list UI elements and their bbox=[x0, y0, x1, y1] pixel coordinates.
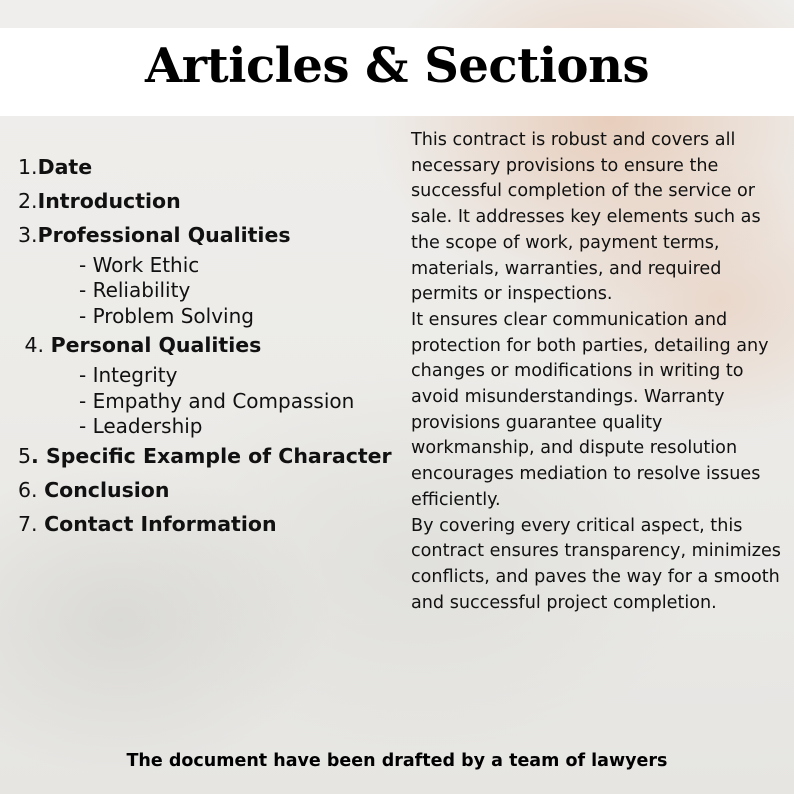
contract-description bbox=[411, 128, 781, 616]
toc-number: 3. bbox=[18, 222, 38, 247]
toc-item-contact-information bbox=[18, 507, 398, 541]
toc-label: Date bbox=[37, 154, 93, 179]
toc-subitem: - Work Ethic bbox=[79, 252, 200, 277]
toc-number: 2. bbox=[18, 188, 38, 213]
description-paragraph: This contract is robust and covers all necessary provisions to ensure the successful completion of the service or sale. It addresses key elements such as the scope of work, payment terms, materials, warranties, and required permits or inspections. bbox=[411, 130, 761, 305]
footer-note: The document have been drafted by a team of lawyers bbox=[126, 751, 668, 771]
description-paragraph: By covering every critical aspect, this contract ensures transparency, minimizes conflicts, and paves the way for a smooth and successful project completion. bbox=[411, 515, 781, 613]
toc-label: Introduction bbox=[37, 188, 181, 213]
toc-subitem: - Empathy and Compassion bbox=[79, 388, 355, 413]
toc-number: 6. bbox=[18, 477, 45, 502]
toc-label: Personal Qualities bbox=[50, 333, 262, 358]
page-title: Articles & Sections bbox=[145, 38, 649, 94]
toc-subitem: - Reliability bbox=[79, 278, 191, 303]
toc-subitem: - Integrity bbox=[79, 363, 178, 388]
toc-number: 7. bbox=[18, 511, 45, 536]
toc-number: 5 bbox=[18, 443, 32, 468]
toc-item-introduction bbox=[18, 184, 398, 218]
toc-item-personal-qualities bbox=[18, 329, 398, 363]
description-paragraph: It ensures clear communication and protection for both parties, detailing any changes or modifications in writing to avoid misunderstandings. Warranty provisions guarantee quality workmanship, and dispute resolution encourages mediation to resolve issues efficiently. bbox=[411, 309, 769, 510]
toc-label: Contact Information bbox=[44, 511, 277, 536]
toc-label: . Specific Example of Character bbox=[31, 443, 392, 468]
toc-item-date bbox=[18, 150, 398, 184]
toc-subitem: - Leadership bbox=[79, 414, 203, 439]
table-of-contents bbox=[18, 150, 398, 541]
toc-item-conclusion bbox=[18, 473, 398, 507]
toc-item-specific-example bbox=[18, 439, 398, 473]
toc-item-professional-qualities bbox=[18, 218, 398, 252]
toc-number: 4. bbox=[18, 333, 51, 358]
toc-label: Professional Qualities bbox=[37, 222, 291, 247]
toc-number: 1. bbox=[18, 154, 38, 179]
toc-subitem: - Problem Solving bbox=[79, 303, 254, 328]
toc-label: Conclusion bbox=[44, 477, 170, 502]
